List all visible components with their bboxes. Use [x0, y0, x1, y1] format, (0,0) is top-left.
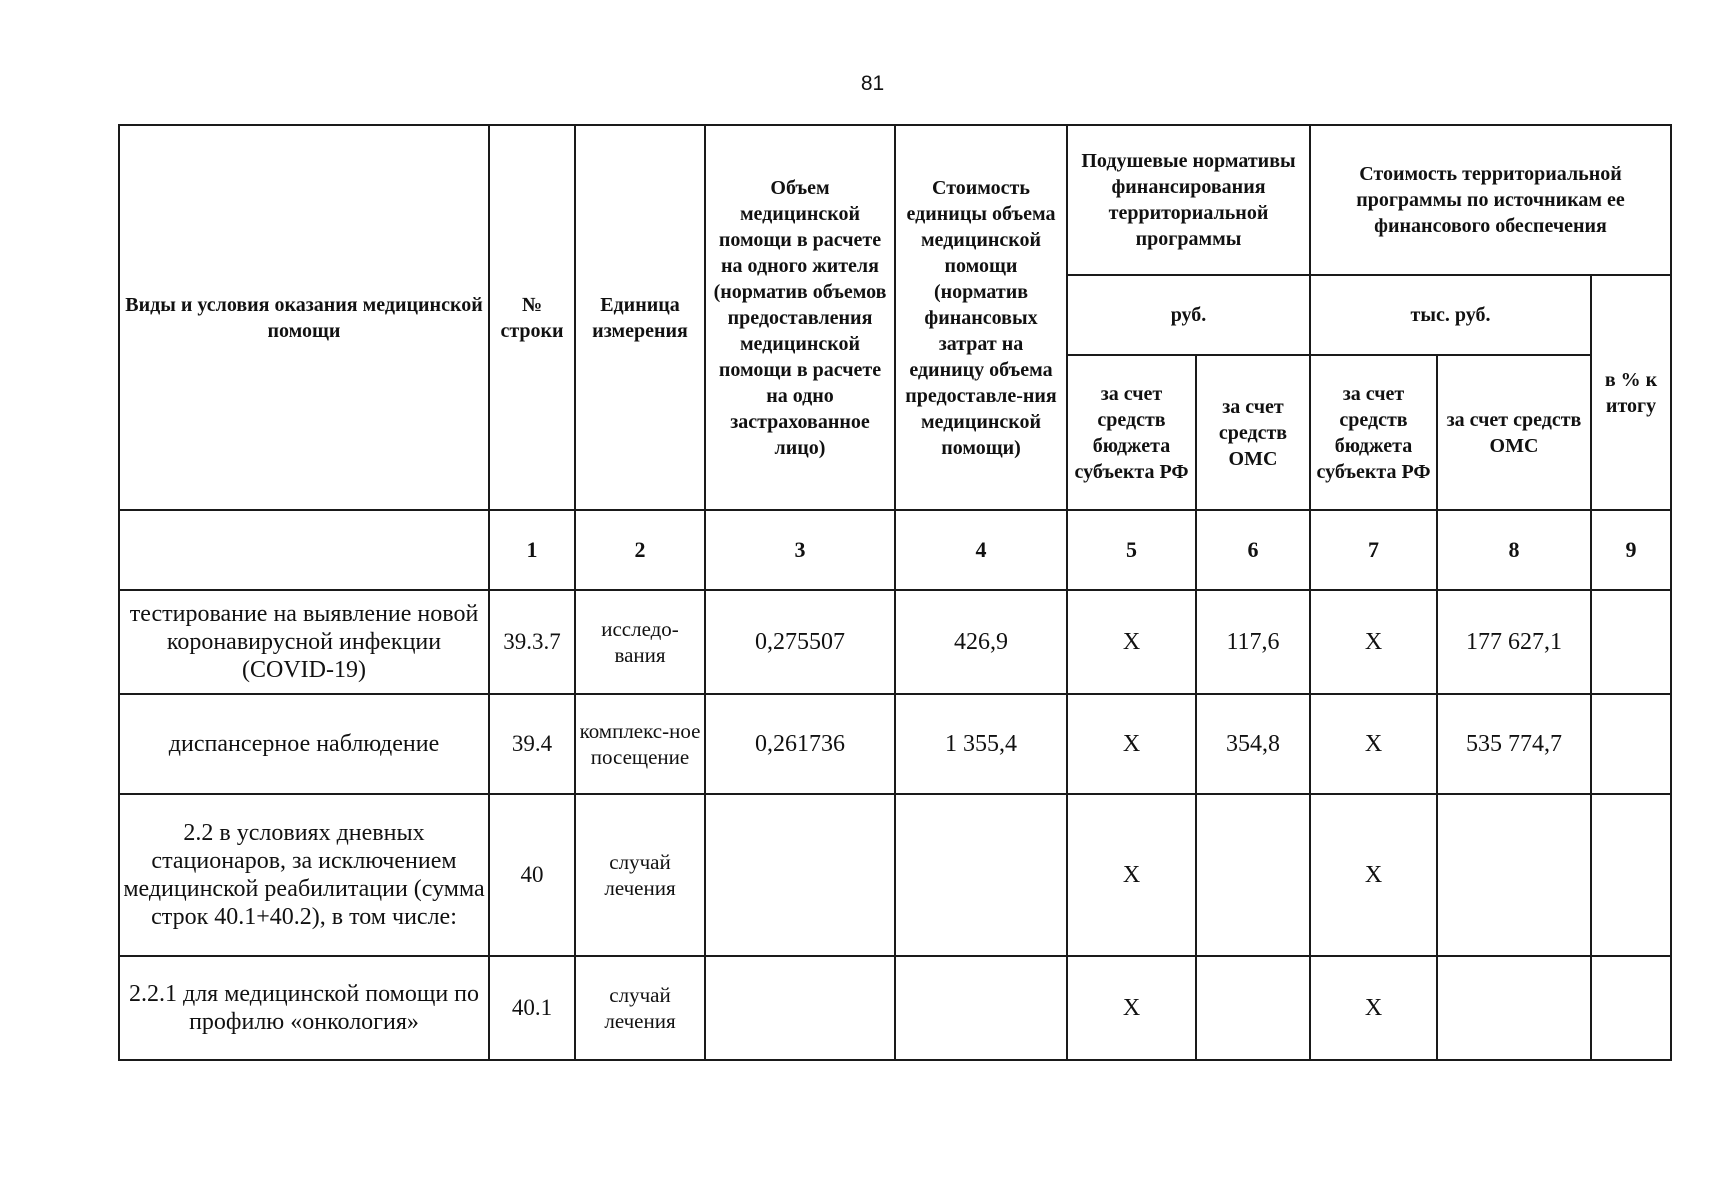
column-number: 5 — [1067, 510, 1196, 590]
header-oms-thousand: за счет средств ОМС — [1437, 355, 1591, 510]
header-percent-of-total: в % к итогу — [1591, 275, 1671, 510]
row-unit: комплекс-ное посещение — [575, 694, 705, 794]
table-row — [119, 794, 1671, 956]
row-budget-rub: Х — [1067, 956, 1196, 1060]
row-name: диспансерное наблюдение — [119, 694, 489, 794]
column-number: 3 — [705, 510, 895, 590]
table-row — [119, 590, 1671, 694]
row-oms-rub — [1196, 794, 1310, 956]
row-oms-rub — [1196, 956, 1310, 1060]
page-number: 81 — [860, 72, 885, 95]
row-oms-thousand — [1437, 794, 1591, 956]
header-unit-cost: Стоимость единицы объема медицинской помощи (норматив финансовых затрат на единицу объема предоставле-ния медицинской помощи) — [895, 125, 1067, 510]
column-number: 1 — [489, 510, 575, 590]
row-oms-thousand: 535 774,7 — [1437, 694, 1591, 794]
row-volume — [705, 794, 895, 956]
row-volume: 0,261736 — [705, 694, 895, 794]
column-number: 2 — [575, 510, 705, 590]
header-oms-rub: за счет средств ОМС — [1196, 355, 1310, 510]
row-unit-cost — [895, 794, 1067, 956]
row-oms-rub: 117,6 — [1196, 590, 1310, 694]
row-unit: случай лечения — [575, 794, 705, 956]
medical-care-table — [118, 124, 1672, 1061]
row-percent — [1591, 694, 1671, 794]
row-budget-rub: Х — [1067, 794, 1196, 956]
row-budget-rub: Х — [1067, 590, 1196, 694]
column-number: 7 — [1310, 510, 1437, 590]
header-unit-thousand-rub: тыс. руб. — [1310, 275, 1591, 355]
table-row — [119, 956, 1671, 1060]
row-volume: 0,275507 — [705, 590, 895, 694]
row-budget-thousand: Х — [1310, 694, 1437, 794]
row-unit: случай лечения — [575, 956, 705, 1060]
row-name: 2.2.1 для медицинской помощи по профилю «онкология» — [119, 956, 489, 1060]
header-volume: Объем медицинской помощи в расчете на одного жителя (норматив объемов предоставления медицинской помощи в расчете на одно застрахованное лицо) — [705, 125, 895, 510]
column-number: 8 — [1437, 510, 1591, 590]
row-unit-cost — [895, 956, 1067, 1060]
row-number: 39.3.7 — [489, 590, 575, 694]
row-volume — [705, 956, 895, 1060]
header-row-number: № строки — [489, 125, 575, 510]
header-per-capita-group: Подушевые нормативы финансирования территориальной программы — [1067, 125, 1310, 275]
row-budget-thousand: Х — [1310, 956, 1437, 1060]
row-oms-thousand: 177 627,1 — [1437, 590, 1591, 694]
header-unit: Единица измерения — [575, 125, 705, 510]
column-number: 4 — [895, 510, 1067, 590]
header-unit-rub: руб. — [1067, 275, 1310, 355]
row-unit-cost: 1 355,4 — [895, 694, 1067, 794]
header-budget-rub: за счет средств бюджета субъекта РФ — [1067, 355, 1196, 510]
row-oms-thousand — [1437, 956, 1591, 1060]
row-name: тестирование на выявление новой коронавирусной инфекции (COVID-19) — [119, 590, 489, 694]
column-number: 6 — [1196, 510, 1310, 590]
header-program-cost-group: Стоимость территориальной программы по источникам ее финансового обеспечения — [1310, 125, 1671, 275]
row-budget-rub: Х — [1067, 694, 1196, 794]
row-budget-thousand: Х — [1310, 590, 1437, 694]
row-unit-cost: 426,9 — [895, 590, 1067, 694]
row-percent — [1591, 956, 1671, 1060]
table-row — [119, 694, 1671, 794]
row-number: 40 — [489, 794, 575, 956]
row-number: 40.1 — [489, 956, 575, 1060]
row-percent — [1591, 794, 1671, 956]
column-number-row — [119, 510, 1671, 590]
row-budget-thousand: Х — [1310, 794, 1437, 956]
row-oms-rub: 354,8 — [1196, 694, 1310, 794]
header-kind: Виды и условия оказания медицинской помощи — [119, 125, 489, 510]
row-number: 39.4 — [489, 694, 575, 794]
column-number — [119, 510, 489, 590]
row-name: 2.2 в условиях дневных стационаров, за исключением медицинской реабилитации (сумма строк 40.1+40.2), в том числе: — [119, 794, 489, 956]
row-unit: исследо-вания — [575, 590, 705, 694]
header-budget-thousand: за счет средств бюджета субъекта РФ — [1310, 355, 1437, 510]
row-percent — [1591, 590, 1671, 694]
column-number: 9 — [1591, 510, 1671, 590]
